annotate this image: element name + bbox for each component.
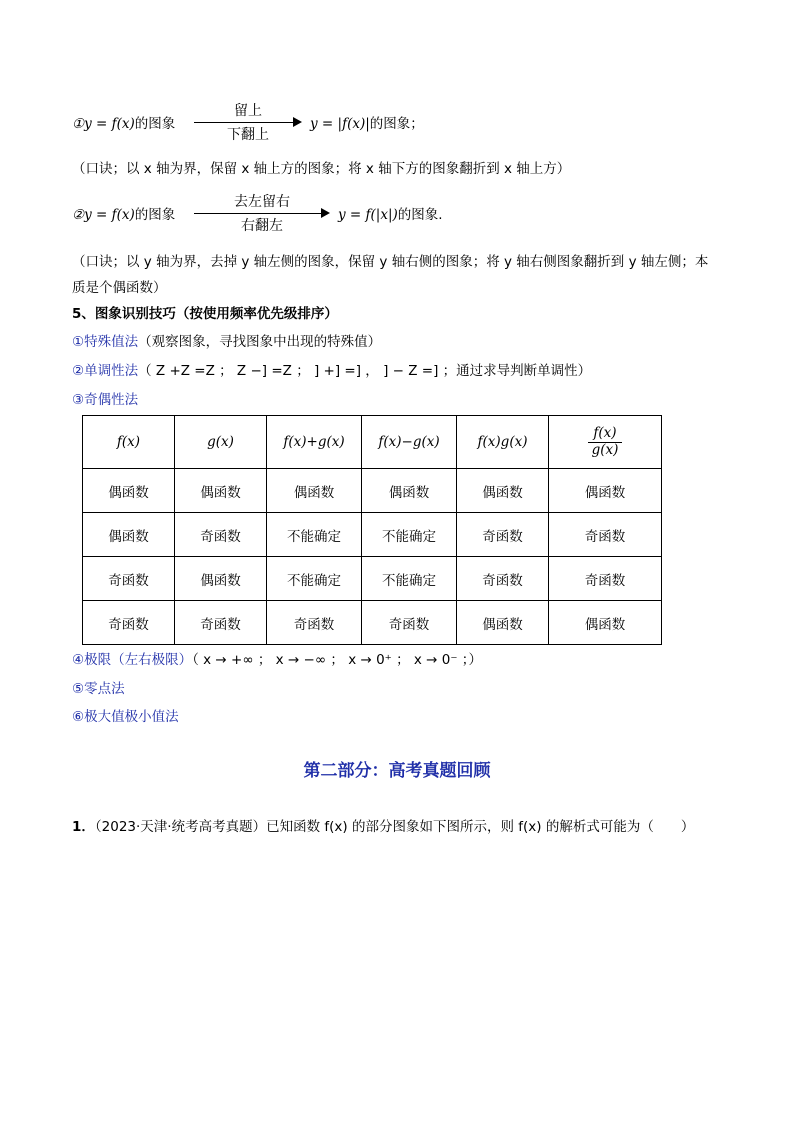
- method2-label: ②单调性法: [72, 363, 139, 379]
- question1-text: 已知函数 f(x) 的部分图象如下图所示，则 f(x) 的解析式可能为（ ）: [266, 819, 695, 835]
- table-cell: 奇函数: [267, 601, 362, 645]
- header-quotient: [549, 416, 662, 469]
- rule2-marker: ②: [72, 207, 85, 223]
- question1-source: （2023·天津·统考高考真题）: [94, 819, 267, 835]
- rule1-left-expr: y = f(x): [84, 116, 135, 132]
- quotient-denominator: g(x): [591, 441, 619, 458]
- table-cell: 不能确定: [267, 557, 362, 601]
- table-cell: 偶函数: [457, 601, 549, 645]
- table-cell: 偶函数: [83, 513, 175, 557]
- method2-text: （ Z +Z =Z ； Z −] =Z ； ] +] =] ， ] − Z =] ；通过求导判断单调性）: [138, 363, 592, 379]
- question1-number: 1．: [72, 819, 95, 835]
- method1-label: ①特殊值法: [72, 334, 139, 350]
- table-row: [83, 469, 662, 513]
- rule1-arrow-top: 留上: [234, 103, 262, 119]
- table-cell: 不能确定: [267, 513, 362, 557]
- rule1-arrow-bottom: 下翻上: [227, 127, 269, 143]
- method3-label: ③奇偶性法: [72, 392, 139, 408]
- rule1-arrow: [194, 100, 302, 144]
- rule2-left-expr: y = f(x): [84, 207, 135, 223]
- quotient-fraction: [588, 426, 623, 458]
- table-cell: 奇函数: [175, 513, 267, 557]
- part2-title: 第二部分：高考真题回顾: [303, 761, 491, 781]
- table-row: [83, 513, 662, 557]
- rule1-arrow-line: [194, 122, 294, 123]
- rule2-arrow: [194, 191, 330, 235]
- rule1-right-expr: y = |f(x)|: [310, 116, 370, 132]
- method4-paren: （左右极限）: [111, 652, 193, 668]
- table-cell: 不能确定: [362, 557, 457, 601]
- rule2-arrow-bottom: 右翻左: [241, 218, 283, 234]
- quotient-numerator: f(x): [588, 426, 623, 443]
- header-g: g(x): [175, 416, 267, 469]
- table-cell: 偶函数: [549, 469, 662, 513]
- rule2-note-line1: （口诀；以 y 轴为界，去掉 y 轴左侧的图象，保留 y 轴右侧的图象；将 y 轴右侧图象翻折到 y 轴左侧；本: [72, 254, 709, 270]
- method2: [72, 359, 591, 379]
- header-f: f(x): [83, 416, 175, 469]
- rule1-marker: ①: [72, 116, 85, 132]
- method4-text: （ x → +∞ ； x → −∞ ； x → 0⁺ ； x → 0⁻ ；）: [192, 652, 483, 668]
- parity-table: [82, 415, 662, 645]
- rule2-arrow-line: [194, 213, 322, 214]
- table-cell: 偶函数: [362, 469, 457, 513]
- method6-label: ⑥极大值极小值法: [72, 709, 179, 725]
- rule1-left-text: 的图象: [134, 116, 176, 132]
- method5-label: ⑤零点法: [72, 681, 125, 697]
- rule2-note-line2: 质是个偶函数）: [72, 280, 167, 296]
- method4: [72, 648, 482, 668]
- section5-heading: 5、图象识别技巧（按使用频率优先级排序）: [72, 306, 338, 322]
- table-row: [83, 557, 662, 601]
- table-cell: 奇函数: [457, 513, 549, 557]
- table-row: [83, 601, 662, 645]
- header-diff: f(x)−g(x): [362, 416, 457, 469]
- rule1-note: （口诀；以 x 轴为界，保留 x 轴上方的图象；将 x 轴下方的图象翻折到 x 轴上方）: [72, 161, 571, 177]
- rule2-right-text: 的图象.: [397, 207, 443, 223]
- table-cell: 奇函数: [175, 601, 267, 645]
- table-cell: 奇函数: [362, 601, 457, 645]
- question1: [72, 815, 694, 835]
- rule2-right-expr: y = f(|x|): [338, 207, 398, 223]
- table-cell: 偶函数: [83, 469, 175, 513]
- table-cell: 偶函数: [175, 557, 267, 601]
- method1-text: （观察图象，寻找图象中出现的特殊值）: [138, 334, 382, 350]
- rule2-left-text: 的图象: [134, 207, 176, 223]
- rule1-right: [310, 112, 424, 132]
- rule2-line: [72, 203, 175, 223]
- table-cell: 奇函数: [83, 557, 175, 601]
- table-cell: 偶函数: [175, 469, 267, 513]
- rule2-right: [338, 203, 443, 223]
- method1: [72, 330, 381, 350]
- table-cell: 奇函数: [83, 601, 175, 645]
- method4-label: ④极限: [72, 652, 112, 668]
- table-cell: 偶函数: [549, 601, 662, 645]
- table-cell: 奇函数: [549, 513, 662, 557]
- rule1-right-text: 的图象；: [369, 116, 424, 132]
- rule1-line: [72, 112, 175, 132]
- header-product: f(x)g(x): [457, 416, 549, 469]
- table-cell: 奇函数: [549, 557, 662, 601]
- table-header-row: [83, 416, 662, 469]
- table-cell: 偶函数: [267, 469, 362, 513]
- rule2-arrow-top: 去左留右: [234, 194, 290, 210]
- header-sum: f(x)+g(x): [267, 416, 362, 469]
- table-cell: 奇函数: [457, 557, 549, 601]
- table-cell: 不能确定: [362, 513, 457, 557]
- table-cell: 偶函数: [457, 469, 549, 513]
